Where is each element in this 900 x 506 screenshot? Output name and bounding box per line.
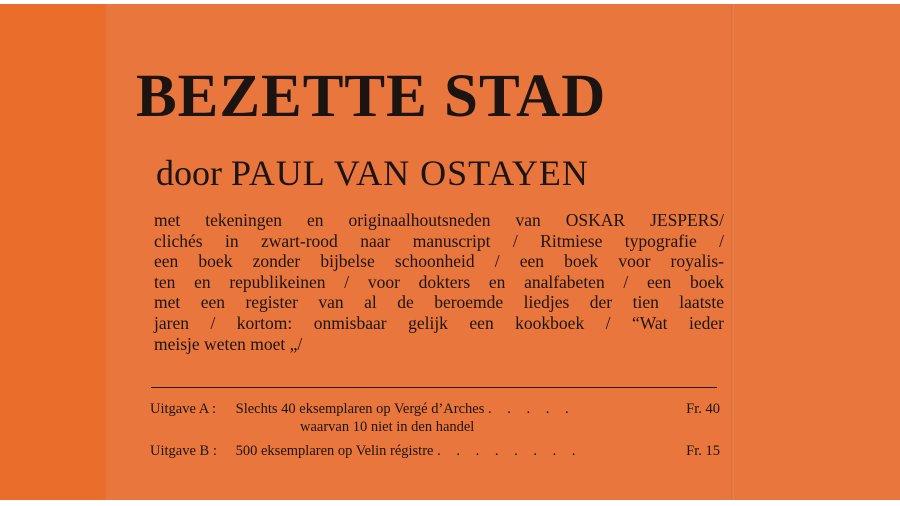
prospectus-sheet: [106, 4, 900, 500]
byline-prefix: door: [156, 153, 222, 193]
edition-b: [150, 442, 720, 460]
left-flap: [0, 4, 106, 500]
description-text: [154, 210, 724, 354]
edition-price: Fr. 15: [686, 443, 720, 459]
edition-price: Fr. 40: [686, 401, 720, 417]
leader-dots: . . . . . . . .: [437, 443, 582, 459]
description-line: clichés in zwart-rood naar manuscript / Ritmiese typografie /: [154, 230, 724, 251]
book-title: BEZETTE STAD: [136, 63, 607, 130]
leader-dots: . . . . .: [487, 401, 575, 417]
edition-a: [150, 400, 720, 418]
description-line: een boek zonder bijbelse schoonheid / een boek voor royalis-: [154, 251, 724, 272]
description-line: meisje weten moet „/: [154, 333, 303, 354]
description-line: ten en republikeinen / voor dokters en analfabeten / een boek: [154, 271, 724, 292]
edition-description: Slechts 40 eksemplaren op Vergé d’Arches: [235, 401, 485, 417]
edition-description: 500 eksemplaren op Velin régistre: [235, 443, 434, 459]
description-line: jaren / kortom: onmisbaar gelijk een kookboek / “Wat ieder: [154, 312, 724, 333]
description-line: met een register van al de beroemde liedjes der tien laatste: [154, 292, 724, 313]
edition-label: Uitgave A :: [150, 401, 217, 417]
description-line: met tekeningen en originaalhoutsneden van OSKAR JESPERS/: [154, 210, 724, 230]
author-name: PAUL VAN OSTAYEN: [231, 153, 589, 193]
byline: [156, 152, 756, 194]
edition-a-note: waarvan 10 niet in den handel: [300, 419, 475, 435]
divider-rule: [151, 387, 717, 388]
edition-label: Uitgave B :: [150, 443, 217, 459]
